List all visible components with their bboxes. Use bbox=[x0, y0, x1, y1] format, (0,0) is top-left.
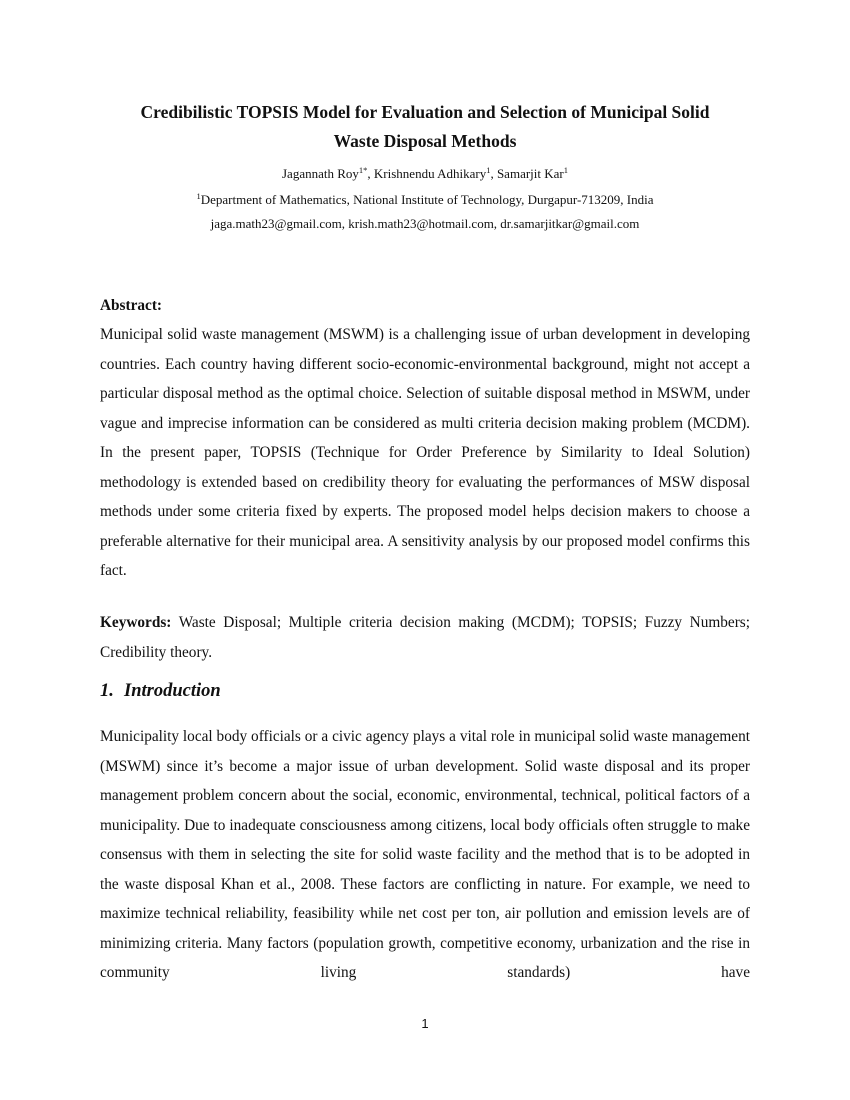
keywords-label: Keywords: bbox=[100, 614, 172, 631]
author-name: Krishnendu Adhikary bbox=[373, 166, 487, 181]
author-emails: jaga.math23@gmail.com, krish.math23@hotmail.com, dr.samarjitkar@gmail.com bbox=[210, 216, 640, 231]
keywords-text: Waste Disposal; Multiple criteria decision making (MCDM); TOPSIS; Fuzzy Numbers; Credibility theory. bbox=[100, 614, 750, 661]
section-number: 1. bbox=[100, 681, 114, 701]
introduction-text bbox=[100, 722, 750, 988]
affiliation bbox=[60, 191, 790, 209]
section-heading-introduction bbox=[100, 679, 221, 703]
author-affiliation-marker: 1 bbox=[486, 165, 491, 175]
paper-title-line-2: Waste Disposal Methods bbox=[333, 131, 517, 151]
paper-title bbox=[90, 98, 760, 156]
author-name: Samarjit Kar bbox=[496, 166, 564, 181]
introduction-paragraph: Municipality local body officials or a civic agency plays a vital role in municipal solid waste management (MSWM) since it’s become a major issue of urban development. Solid waste disposal and its proper management problem concern about the social, economic, environmental, technical, political factors of a municipality. Due to inadequate consciousness among citizens, local body officials often struggle to make consensus with them in selecting the site for solid waste facility and the method that is to be adopted in the waste disposal Khan et al., 2008. These factors are conflicting in nature. For example, we need to maximize technical reliability, feasibility while net cost per ton, air pollution and emission levels are of minimizing criteria. Many factors (population growth, competitive economy, urbanization and the rise in community living standards) have bbox=[100, 728, 750, 981]
affiliation-marker: 1 bbox=[196, 191, 201, 201]
author-affiliation-marker: 1 bbox=[563, 165, 568, 175]
section-title: Introduction bbox=[124, 681, 221, 701]
abstract-heading: Abstract: bbox=[100, 297, 163, 314]
author-list: Jagannath Roy$^{1*}$, Krishnendu Adhikary$^1$, Samarjit Kar$^1$ bbox=[282, 165, 568, 181]
keywords bbox=[100, 608, 750, 667]
page-number: 1 bbox=[421, 1016, 429, 1031]
author-affiliation-marker: 1* bbox=[358, 165, 368, 175]
paper-title-line-1: Credibilistic TOPSIS Model for Evaluation and Selection of Municipal Solid bbox=[140, 102, 710, 122]
abstract-text: Municipal solid waste management (MSWM) is a challenging issue of urban development in developing countries. Each country having different socio-economic-environmental background, might not accept a particular disposal method as the optimal choice. Selection of suitable disposal method in MSWM, under vague and imprecise information can be considered as multi criteria decision making problem (MCDM). In the present paper, TOPSIS (Technique for Order Preference by Similarity to Ideal Solution) methodology is extended based on credibility theory for evaluating the performances of MSW disposal methods under some criteria fixed by experts. The proposed model helps decision makers to choose a preferable alternative for their municipal area. A sensitivity analysis by our proposed model confirms this fact. bbox=[100, 326, 750, 579]
author-name: Jagannath Roy bbox=[282, 166, 359, 181]
affiliation-text: Department of Mathematics, National Institute of Technology, Durgapur-713209, India bbox=[200, 192, 654, 207]
